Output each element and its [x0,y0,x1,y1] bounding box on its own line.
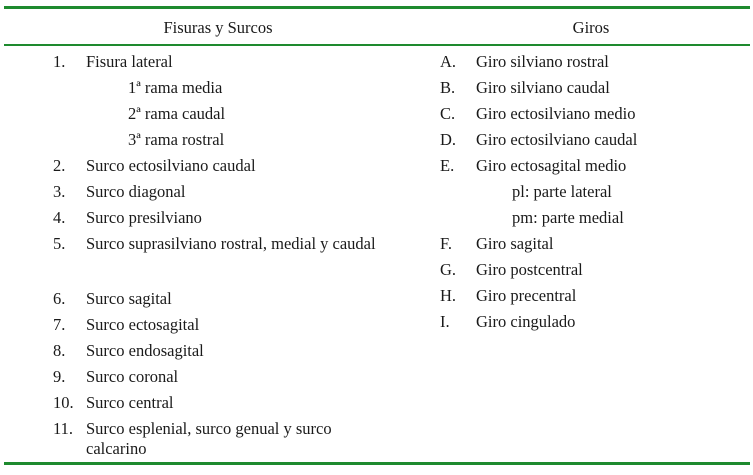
fisura-list-item-subitem [4,103,430,129]
giro-list-item-number: H. [440,286,457,305]
giro-list-item [432,155,750,181]
fisura-list-item-text: Surco coronal [86,367,179,386]
giro-list-item [432,233,750,259]
fisura-list-item-text: 3ª rama rostral [128,130,225,149]
giro-list-item-number: A. [440,52,457,71]
giro-list-item-number: E. [440,156,455,175]
fisura-list-item-text: Surco ectosagital [86,315,200,334]
fisura-list-item [4,207,430,233]
giro-list-item [432,77,750,103]
fisura-list-item [4,366,430,392]
table-top-rule [4,6,750,9]
fisura-list-item-number: 10. [53,393,74,412]
fisura-list-item-text: Surco diagonal [86,182,186,201]
giro-list-item-text: Giro sagital [476,234,554,253]
fisura-list-item-text: Surco central [86,393,174,412]
fisura-list-item-text: Surco sagital [86,289,172,308]
fisura-list-item-text: 1ª rama media [128,78,223,97]
fisuras-column [4,51,430,473]
giro-list-item-text: Giro ectosilviano medio [476,104,636,123]
fisura-list-item-number: 2. [53,156,66,175]
fisura-list-item [4,181,430,207]
fisura-list-item-text: Surco suprasilviano rostral, medial y caudal [86,234,376,253]
giro-list-item [432,285,750,311]
fisura-list-item [4,155,430,181]
giro-list-item-number: B. [440,78,456,97]
giro-list-item-text: Giro cingulado [476,312,576,331]
fisura-list-item-number: 9. [53,367,66,386]
giro-list-item-text: Giro silviano rostral [476,52,609,71]
giro-list-item [432,103,750,129]
fisura-list-item-text: 2ª rama caudal [128,104,226,123]
giro-list-item-text: pm: parte medial [512,208,624,227]
fisura-list-item [4,314,430,340]
table-bottom-rule [4,462,750,465]
giro-list-item-number: G. [440,260,457,279]
giro-list-item-subitem [432,207,750,233]
giro-list-item [432,311,750,337]
fisura-list-item-text: Fisura lateral [86,52,173,71]
giro-list-item-text: Giro precentral [476,286,577,305]
giro-list-item-number: F. [440,234,452,253]
fisura-list-item-number: 6. [53,289,66,308]
giro-list-item-text: pl: parte lateral [512,182,612,201]
giro-list-item [432,129,750,155]
fisura-list-item [4,340,430,366]
column-header-giros: Giros [572,18,610,37]
fisura-list-item [4,233,430,288]
fisura-list-item-number: 3. [53,182,66,201]
fisura-list-item-subitem [4,129,430,155]
giro-list-item-subitem [432,181,750,207]
fisura-list-item-number: 1. [53,52,66,71]
fisura-list-item-text: Surco endosagital [86,341,204,360]
giro-list-item-number: C. [440,104,456,123]
fisura-list-item-text: Surco ectosilviano caudal [86,156,256,175]
fisura-list-item-text: Surco presilviano [86,208,202,227]
giro-list-item [432,51,750,77]
giro-list-item-text: Giro ectosilviano caudal [476,130,638,149]
fisura-list-item [4,392,430,418]
fisura-list-item [4,51,430,77]
fisura-list-item-number: 8. [53,341,66,360]
fisura-list-item [4,288,430,314]
column-header-fisuras: Fisuras y Surcos [163,18,273,37]
giro-list-item-text: Giro ectosagital medio [476,156,627,175]
fisura-list-item-number: 5. [53,234,66,253]
table-header-rule [4,44,750,46]
fisura-list-item-number: 7. [53,315,66,334]
fisura-list-item-number: 11. [53,419,74,438]
giro-list-item-text: Giro silviano caudal [476,78,610,97]
giro-list-item-text: Giro postcentral [476,260,583,279]
fisura-list-item-number: 4. [53,208,66,227]
giro-list-item-number: I. [440,312,450,331]
fisura-list-item-text: Surco esplenial, surco genual y surco calcarino [86,419,332,458]
giro-list-item [432,259,750,285]
giros-column [432,51,750,337]
giro-list-item-number: D. [440,130,457,149]
fisura-list-item-subitem [4,77,430,103]
